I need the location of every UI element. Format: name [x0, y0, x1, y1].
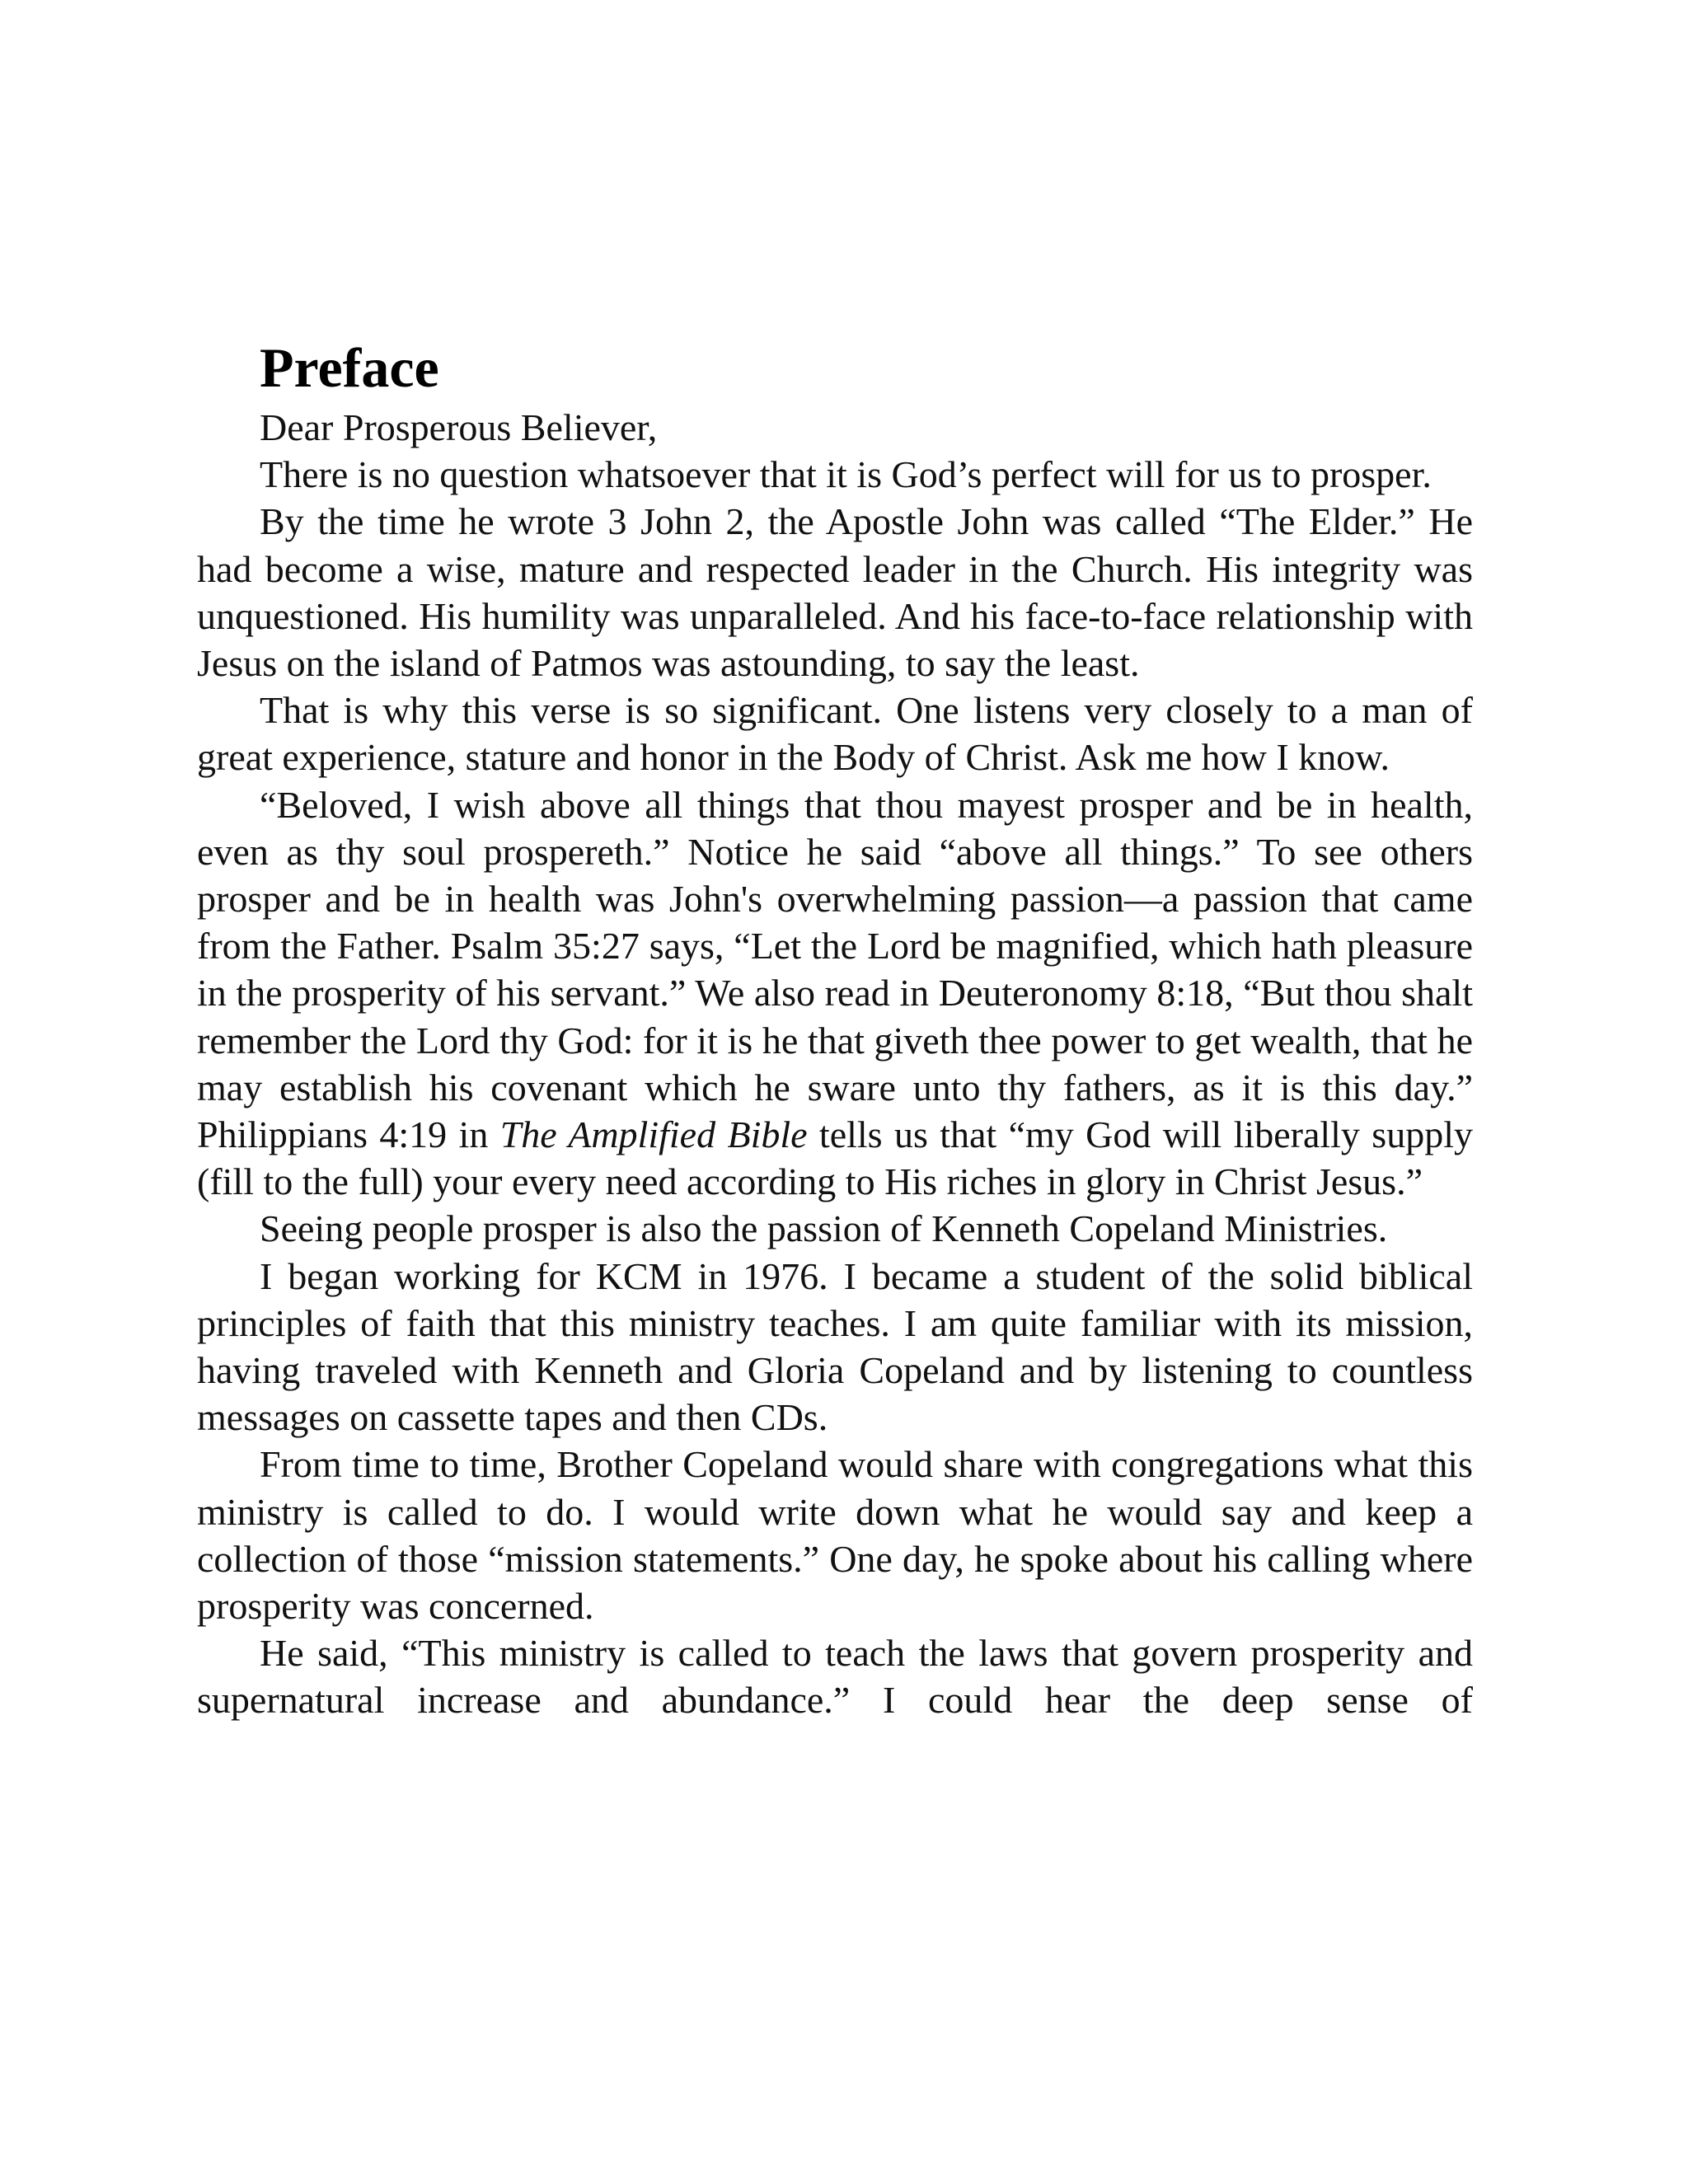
paragraph-4-text-start: “Beloved, I wish above all things that thou mayest prosper and be in health, even as thy soul prospereth.” Notice he said “above all things.” To see others prosper and be in health was John's overwhelming passion—a passion that came from the Father. Psalm 35:27 says, “Let the Lord be magnified, which hath pleasure in the prosperity of his servant.” We also read in Deuteronomy 8:18, “But thou shalt remember the Lord thy God: for it is he that giveth thee power to get wealth, that he may establish his covenant which he sware unto thy fathers, as it is this day.” Philippians 4:19 in [197, 783, 1473, 1156]
book-title-amplified-bible: The Amplified Bible [499, 1113, 808, 1156]
paragraph-4-text-end: tells us that “my God will liberally supply (fill to the full) your every need according to His riches in glory in Christ Jesus.” [197, 1113, 1473, 1203]
paragraph-2: By the time he wrote 3 John 2, the Apostle John was called “The Elder.” He had become a wise, mature and respected leader in the Church. His integrity was unquestioned. His humility was unparalleled. And his face-to-face relationship with Jesus on the island of Patmos was astounding, to say the least. [197, 500, 1473, 685]
paragraph-4 [197, 781, 1473, 1206]
paragraph-6: I began working for KCM in 1976. I became a student of the solid biblical principles of faith that this ministry teaches. I am quite familiar with its mission, having traveled with Kenneth and Gloria Copeland and by listening to countless messages on cassette tapes and then CDs. [197, 1254, 1473, 1439]
paragraph-5: Seeing people prosper is also the passion of Kenneth Copeland Ministries. [260, 1207, 1388, 1250]
paragraph-7: From time to time, Brother Copeland would share with congregations what this ministry is called to do. I would write down what he would say and keep a collection of those “mission statements.” One day, he spoke about his calling where prosperity was concerned. [197, 1443, 1473, 1628]
page-body [197, 333, 1473, 1724]
salutation: Dear Prosperous Believer, [260, 406, 658, 448]
paragraph-1: There is no question whatsoever that it is God’s perfect will for us to prosper. [260, 453, 1432, 496]
page-title: Preface [260, 336, 439, 399]
paragraph-8: He said, “This ministry is called to teach the laws that govern prosperity and supernatural increase and abundance.” I could hear the deep sense of [197, 1632, 1473, 1722]
paragraph-3: That is why this verse is so significant. One listens very closely to a man of great experience, stature and honor in the Body of Christ. Ask me how I know. [197, 689, 1473, 779]
